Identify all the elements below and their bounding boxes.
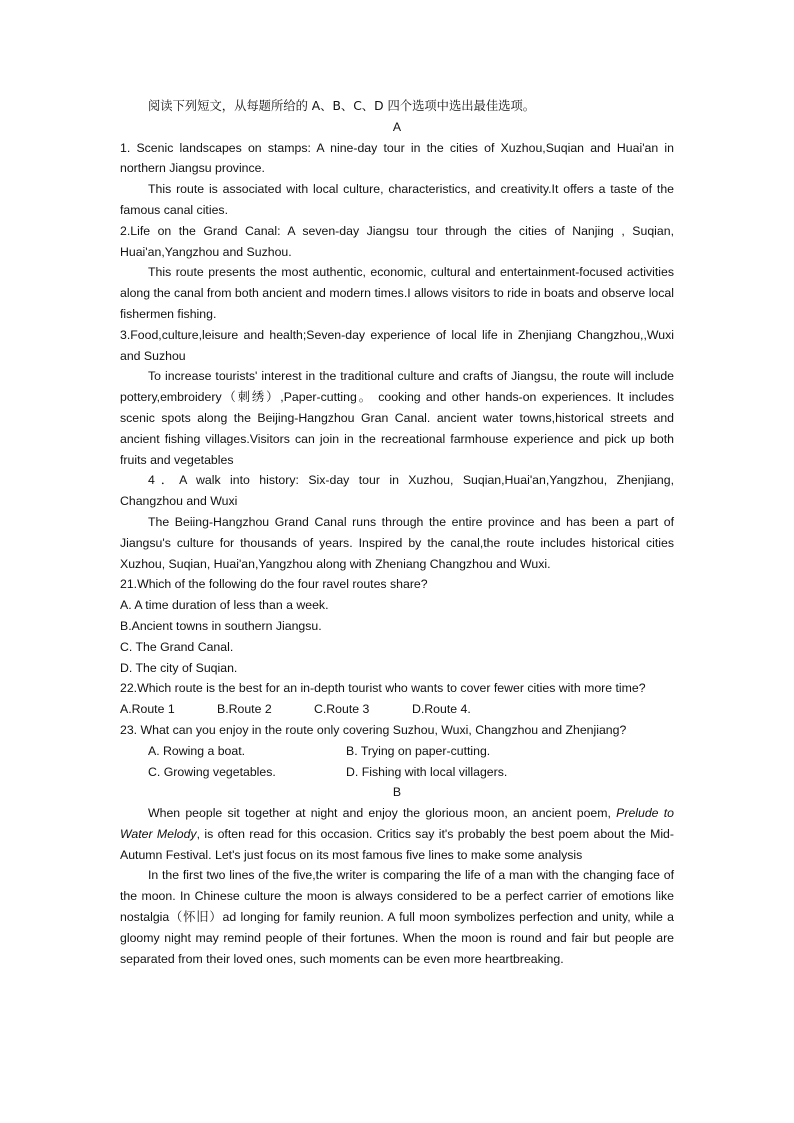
q23-options-row1 <box>120 741 674 762</box>
q23-option-a: A. Rowing a boat. <box>148 743 246 758</box>
route1-title: 1. Scenic landscapes on stamps: A nine-day tour in the cities of Xuzhou,Suqian and Huai'an in northern Jiangsu province. <box>120 140 674 176</box>
q22-option-d: D.Route 4. <box>412 702 471 717</box>
q21-option-d: D. The city of Suqian. <box>120 660 238 675</box>
route1-body: This route is associated with local culture, characteristics, and creativity.It offers a taste of the famous canal cities. <box>120 182 674 217</box>
exam-page <box>120 96 674 969</box>
section-a-label: A <box>392 119 402 134</box>
poem-title: Prelude to Water Melody <box>120 806 674 841</box>
section-b-paragraph-2: In the first two lines of the five,the writer is comparing the life of a man with the changing face of the moon. In Chinese culture the moon is always considered to be a perfect carrier of emotions like nostalgia（怀旧）ad longing for family reunion. A full moon symbolizes perfection and unity, while a gloomy night may remind people of their fortunes. When the moon is round and fair but people are separated from their loved ones, such moments can be even more heartbreaking. <box>120 868 674 966</box>
q23-stem: 23. What can you enjoy in the route only covering Suzhou, Wuxi, Changzhou and Zhenjiang? <box>120 722 627 737</box>
route4-body: The Beiing-Hangzhou Grand Canal runs through the entire province and has been a part of Jiangsu's culture for thousands of years. Inspired by the canal,the route includes historical cities Xuzhou, Suqian, Huai'an,Yangzhou along with Zheniang Changzhou and Wuxi. <box>120 514 674 571</box>
q22-option-a: A.Route 1 <box>120 702 175 717</box>
p1-text-after: , is often read for this occasion. Critics say it's probably the best poem about the Mid-Autumn Festival. Let's just focus on its most famous five lines to make some analysis <box>120 826 674 862</box>
q23-options-row2 <box>120 762 674 783</box>
route2-title: 2.Life on the Grand Canal: A seven-day Jiangsu tour through the cities of Nanjing , Suqian, Huai'an,Yangzhou and Suzhou. <box>120 223 674 259</box>
route3-title: 3.Food,culture,leisure and health;Seven-day experience of local life in Zhenjiang Changzhou,,Wuxi and Suzhou <box>120 327 674 363</box>
q21-option-b: B.Ancient towns in southern Jiangsu. <box>120 618 322 633</box>
q23-option-b: B. Trying on paper-cutting. <box>346 743 491 758</box>
route3-body: To increase tourists' interest in the traditional culture and crafts of Jiangsu, the route will include pottery,embroidery（刺绣）,Paper-cutting。 cooking and other hands-on experiences. It includes scenic spots along the Beijing-Hangzhou Gran Canal. ancient water towns,historical streets and ancient fishing villages.Visitors can join in the recreational farmhouse experience and pick up both fruits and vegetables <box>120 369 674 467</box>
route4-title: 4．A walk into history: Six-day tour in Xuzhou, Suqian,Huai'an,Yangzhou, Zhenjiang, Changzhou and Wuxi <box>120 473 674 509</box>
q21-option-a: A. A time duration of less than a week. <box>120 598 329 613</box>
q23-option-d: D. Fishing with local villagers. <box>346 764 508 779</box>
q23-option-c: C. Growing vegetables. <box>148 764 276 779</box>
instruction: 阅读下列短文，从每题所给的 A、B、C、D 四个选项中选出最佳选项。 <box>148 99 536 113</box>
q21-option-c: C. The Grand Canal. <box>120 639 234 654</box>
route2-body: This route presents the most authentic, economic, cultural and entertainment-focused activities along the canal from both ancient and modern times.I allows visitors to ride in boats and observe local fishermen fishing. <box>120 265 674 321</box>
q22-stem: 22.Which route is the best for an in-depth tourist who wants to cover fewer cities with more time? <box>120 681 646 696</box>
section-b-label: B <box>392 785 402 800</box>
q21-stem: 21.Which of the following do the four ravel routes share? <box>120 577 428 592</box>
q22-option-c: C.Route 3 <box>314 702 370 717</box>
section-b-paragraph-1 <box>120 803 674 865</box>
q22-options <box>120 699 674 720</box>
p1-text-before: When people sit together at night and enjoy the glorious moon, an ancient poem, <box>148 806 617 821</box>
q22-option-b: B.Route 2 <box>217 702 272 717</box>
